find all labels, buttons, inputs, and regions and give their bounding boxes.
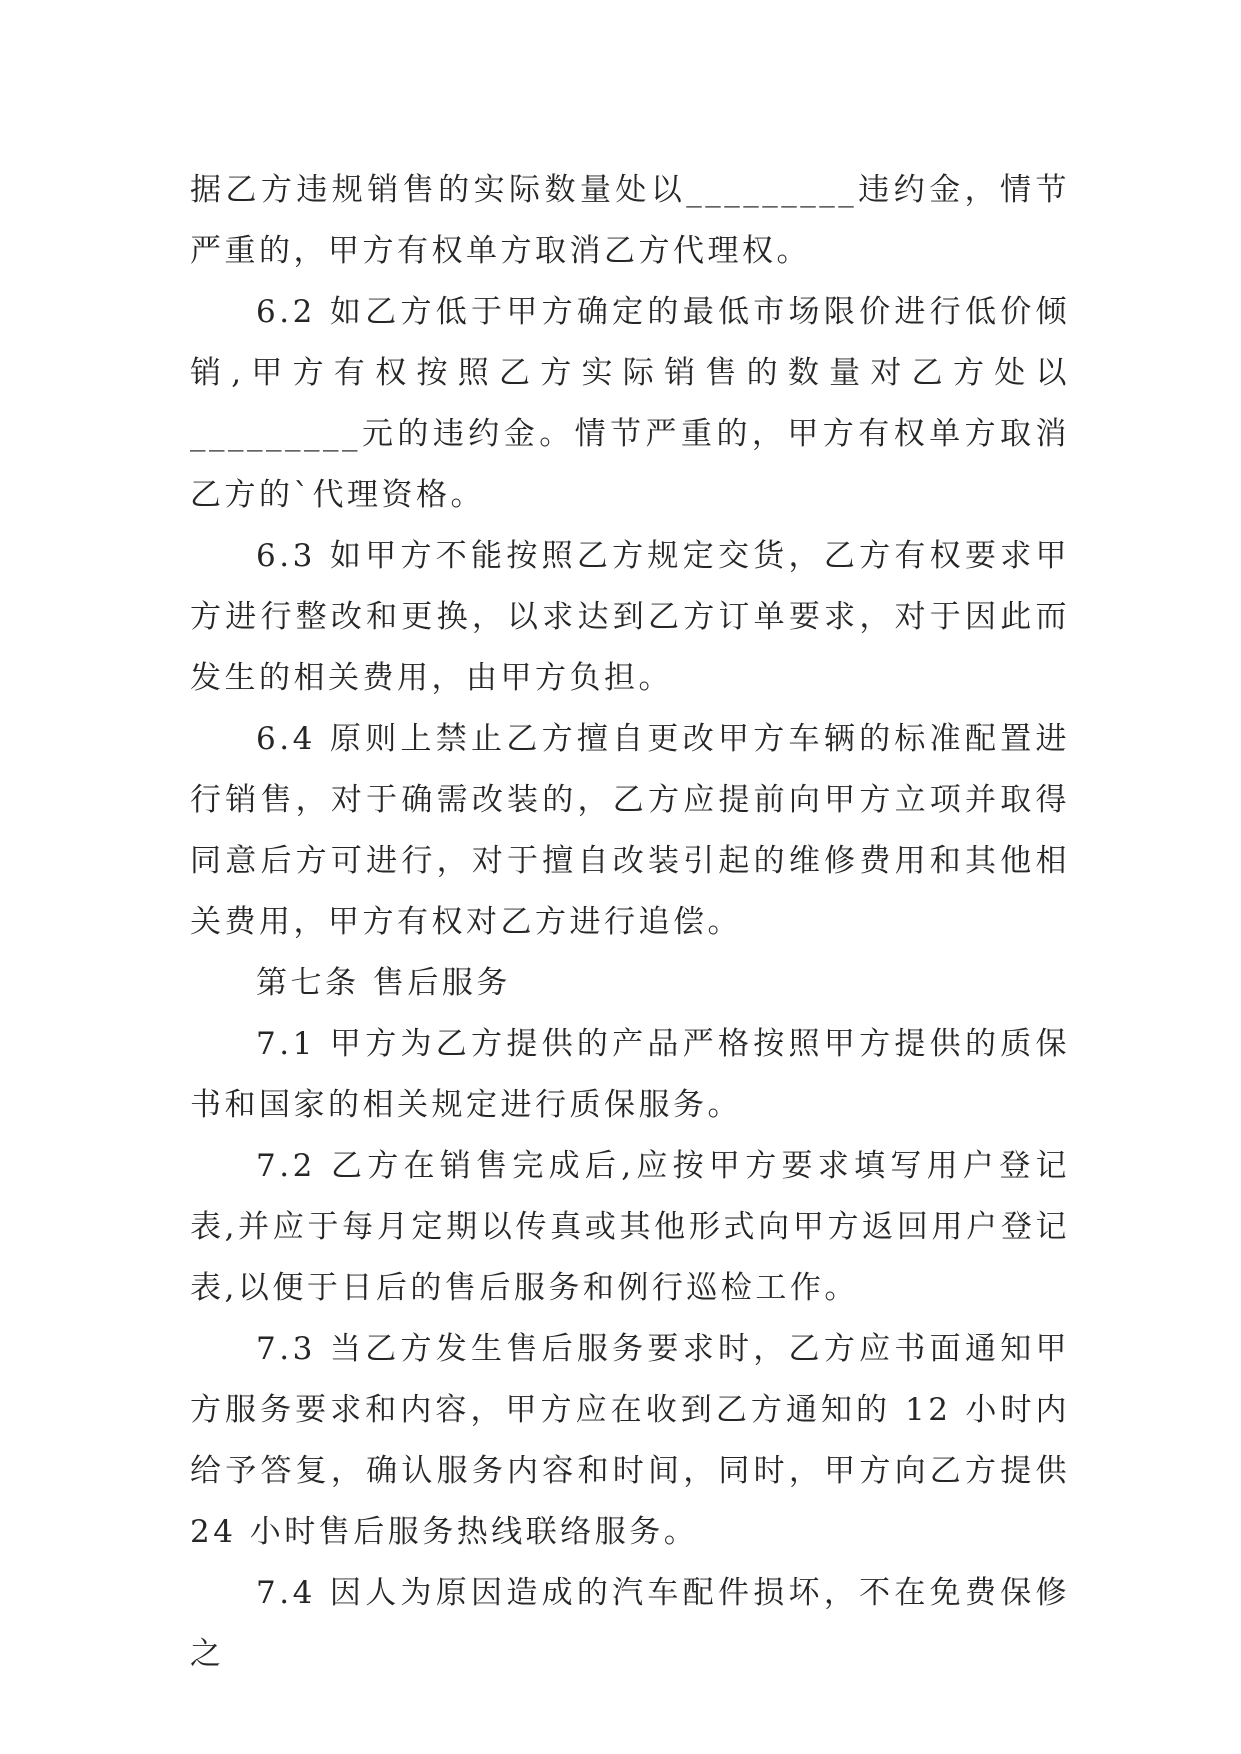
section-heading-article-7: 第七条 售后服务 <box>256 965 511 1001</box>
paragraph-clause-6-2: 6.2 如乙方低于甲方确定的最低市场限价进行低价倾销,甲方有权按照乙方实际销售的数量对乙方处以_________元的违约金。情节严重的，甲方有权单方取消乙方的`代理资格。 <box>190 294 1070 513</box>
paragraph-clause-6-4: 6.4 原则上禁止乙方擅自更改甲方车辆的标准配置进行销售，对于确需改装的，乙方应提前向甲方立项并取得同意后方可进行，对于擅自改装引起的维修费用和其他相关费用，甲方有权对乙方进行追偿。 <box>190 721 1070 940</box>
paragraph-clause-7-3: 7.3 当乙方发生售后服务要求时，乙方应书面通知甲方服务要求和内容，甲方应在收到乙方通知的 12 小时内给予答复，确认服务内容和时间，同时，甲方向乙方提供 24 小时售后服务热线联络服务。 <box>190 1331 1070 1550</box>
paragraph-clause-7-2: 7.2 乙方在销售完成后,应按甲方要求填写用户登记表,并应于每月定期以传真或其他形式向甲方返回用户登记表,以便于日后的售后服务和例行巡检工作。 <box>190 1148 1070 1306</box>
document-body <box>190 160 1070 1685</box>
paragraph-clause-7-4: 7.4 因人为原因造成的汽车配件损坏，不在免费保修之 <box>190 1575 1070 1672</box>
paragraph-clause-6-3: 6.3 如甲方不能按照乙方规定交货，乙方有权要求甲方进行整改和更换，以求达到乙方订单要求，对于因此而发生的相关费用，由甲方负担。 <box>190 538 1070 696</box>
paragraph-clause-7-1: 7.1 甲方为乙方提供的产品严格按照甲方提供的质保书和国家的相关规定进行质保服务。 <box>190 1026 1070 1123</box>
paragraph-penalty-continuation: 据乙方违规销售的实际数量处以_________违约金，情节严重的，甲方有权单方取消乙方代理权。 <box>190 172 1070 269</box>
